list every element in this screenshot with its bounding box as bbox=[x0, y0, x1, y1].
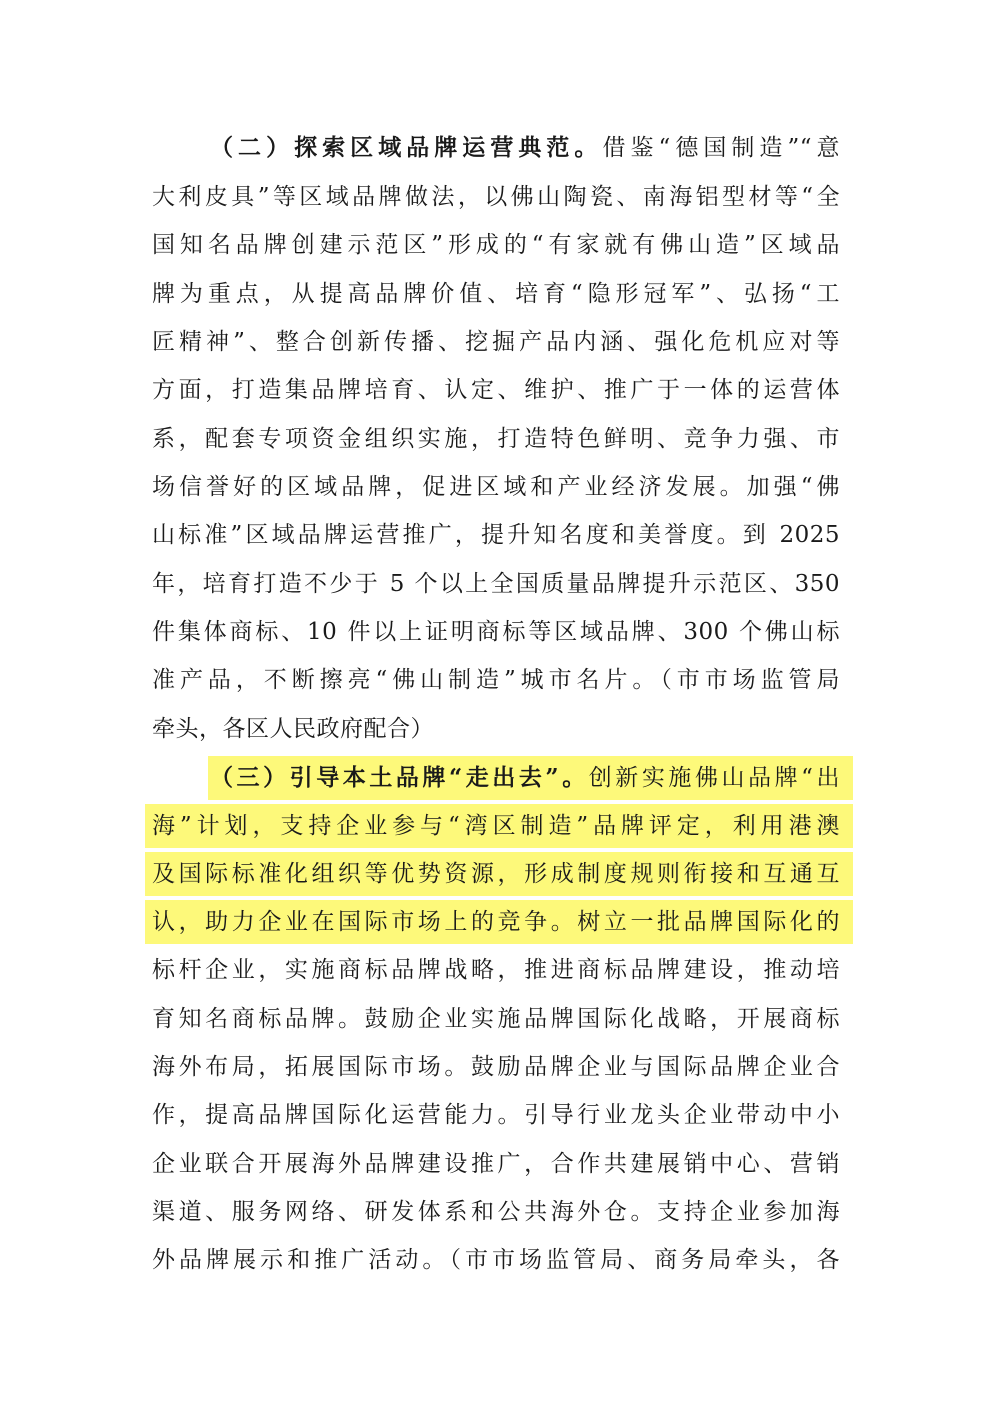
paragraph-2-line: 准产品，不断擦亮“佛山制造”城市名片。（市市场监管局 bbox=[152, 667, 840, 693]
paragraph-2-line: 山标准”区域品牌运营推广，提升知名度和美誉度。到 2025 bbox=[152, 522, 840, 548]
paragraph-2-line: 场信誉好的区域品牌，促进区域和产业经济发展。加强“佛 bbox=[152, 474, 840, 500]
paragraph-3-line: 企业联合开展海外品牌建设推广，合作共建展销中心、营销 bbox=[152, 1151, 840, 1177]
paragraph-2-line: 匠精神”、整合创新传播、挖掘产品内涵、强化危机应对等 bbox=[152, 329, 840, 355]
paragraph-3-line: 作，提高品牌国际化运营能力。引导行业龙头企业带动中小 bbox=[152, 1102, 840, 1128]
paragraph-3-line: 渠道、服务网络、研发体系和公共海外仓。支持企业参加海 bbox=[152, 1199, 840, 1225]
paragraph-2-line-1-text: 借鉴“德国制造”“意 bbox=[602, 135, 841, 161]
paragraph-3-line-1 bbox=[210, 754, 840, 802]
paragraph-2-line: 方面，打造集品牌培育、认定、维护、推广于一体的运营体 bbox=[152, 377, 840, 403]
paragraph-2-line: 件集体商标、10 件以上证明商标等区域品牌、300 个佛山标 bbox=[152, 619, 840, 645]
paragraph-2-line: 大利皮具”等区域品牌做法，以佛山陶瓷、南海铝型材等“全 bbox=[152, 184, 840, 210]
paragraph-2-line: 牌为重点，从提高品牌价值、培育“隐形冠军”、弘扬“工 bbox=[152, 281, 840, 307]
paragraph-3-line: 标杆企业，实施商标品牌战略，推进商标品牌建设，推动培 bbox=[152, 957, 840, 983]
paragraph-3-line: 海”计划，支持企业参与“湾区制造”品牌评定，利用港澳 bbox=[152, 813, 840, 839]
paragraph-2-line: 年，培育打造不少于 5 个以上全国质量品牌提升示范区、350 bbox=[152, 571, 840, 597]
paragraph-3-line-1-text: 创新实施佛山品牌“出 bbox=[588, 765, 840, 791]
paragraph-2-line-1 bbox=[210, 124, 840, 172]
paragraph-3-line: 外品牌展示和推广活动。（市市场监管局、商务局牵头，各 bbox=[152, 1247, 840, 1273]
paragraph-2-line: 国知名品牌创建示范区”形成的“有家就有佛山造”区域品 bbox=[152, 232, 840, 258]
paragraph-3-line: 海外布局，拓展国际市场。鼓励品牌企业与国际品牌企业合 bbox=[152, 1054, 840, 1080]
paragraph-3-line: 育知名商标品牌。鼓励企业实施品牌国际化战略，开展商标 bbox=[152, 1006, 840, 1032]
paragraph-2-line: 牵头，各区人民政府配合） bbox=[152, 716, 434, 742]
paragraph-3-line: 认，助力企业在国际市场上的竞争。树立一批品牌国际化的 bbox=[152, 909, 840, 935]
paragraph-3-line: 及国际标准化组织等优势资源，形成制度规则衔接和互通互 bbox=[152, 861, 840, 887]
paragraph-2-heading: （二）探索区域品牌运营典范。 bbox=[210, 134, 603, 161]
paragraph-2-line: 系，配套专项资金组织实施，打造特色鲜明、竞争力强、市 bbox=[152, 426, 840, 452]
paragraph-3-heading: （三）引导本土品牌“走出去”。 bbox=[210, 764, 589, 791]
